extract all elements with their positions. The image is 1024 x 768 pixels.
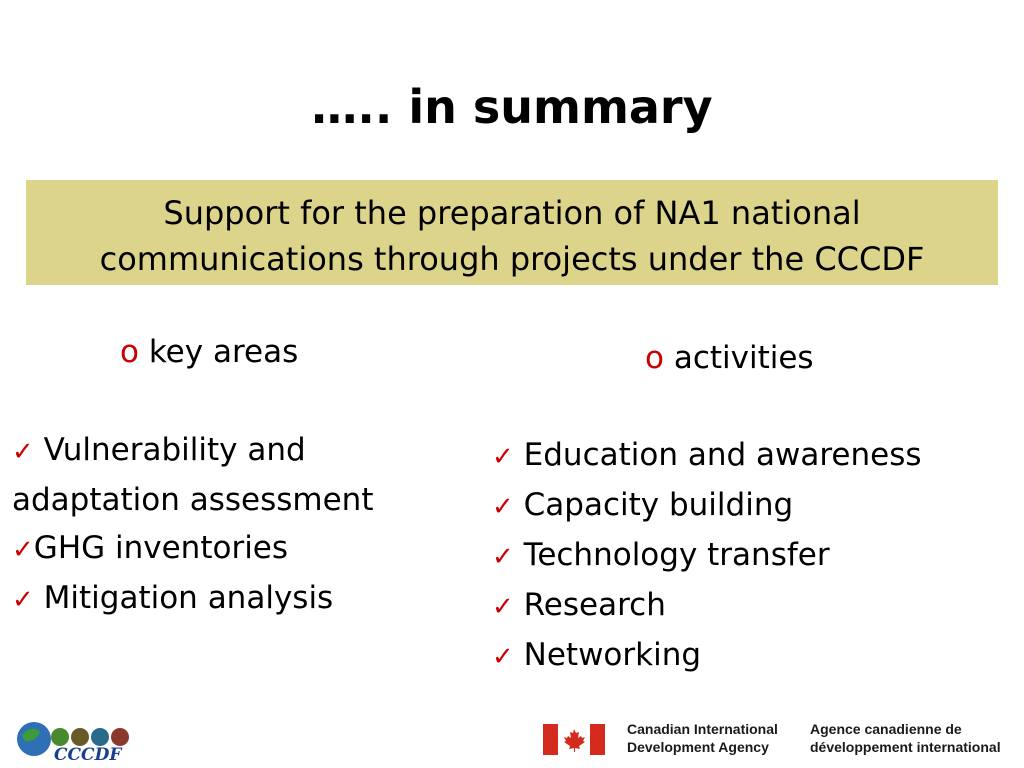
list-item: [492, 531, 1012, 581]
agency-name-french: [810, 720, 1001, 756]
banner-line-1: Support for the preparation of NA1 national: [163, 194, 861, 232]
list-item-text: GHG inventories: [33, 530, 289, 566]
checkmark-icon: ✓: [12, 535, 34, 565]
slide-title: ….. in summary: [311, 80, 713, 134]
cccdf-logo-text: CCCDF: [54, 745, 122, 763]
banner-line-2: communications through projects under the CCCDF: [99, 240, 925, 278]
checkmark-icon: ✓: [492, 642, 514, 672]
key-areas-list: [12, 426, 432, 624]
list-item-text: Technology transfer: [513, 537, 830, 573]
cccdf-logo-icon: [14, 715, 148, 763]
list-item-text: adaptation assessment: [12, 482, 374, 518]
list-item-text: Capacity building: [513, 487, 794, 523]
checkmark-icon: ✓: [492, 542, 514, 572]
checkmark-icon: ✓: [12, 437, 34, 467]
checkmark-icon: ✓: [492, 592, 514, 622]
activities-list: [492, 431, 1012, 681]
activities-label: activities: [673, 340, 814, 376]
list-item-text: Mitigation analysis: [33, 580, 334, 616]
list-item: [492, 631, 1012, 681]
bullet-icon: o: [120, 334, 139, 370]
list-item: [12, 476, 432, 524]
list-item-text: Research: [513, 587, 666, 623]
footer: [0, 700, 1024, 768]
checkmark-icon: ✓: [12, 585, 34, 615]
key-areas-label: key areas: [148, 334, 299, 370]
list-item: [492, 481, 1012, 531]
key-areas-heading: [120, 334, 298, 370]
checkmark-icon: ✓: [492, 442, 514, 472]
list-item-text: Education and awareness: [513, 437, 922, 473]
list-item: [492, 431, 1012, 481]
agency-fr-line-1: Agence canadienne de: [810, 721, 962, 737]
agency-name-english: [627, 720, 778, 756]
agency-fr-line-2: développement international: [810, 739, 1001, 755]
bullet-icon: o: [645, 340, 664, 376]
checkmark-icon: ✓: [492, 492, 514, 522]
agency-en-line-1: Canadian International: [627, 721, 778, 737]
list-item: [12, 524, 432, 574]
activities-heading: [645, 340, 814, 376]
list-item-text: Vulnerability and: [33, 432, 306, 468]
canada-flag-icon: [543, 724, 605, 755]
list-item: [12, 574, 432, 624]
list-item: [12, 426, 432, 476]
summary-banner: [26, 180, 998, 285]
agency-en-line-2: Development Agency: [627, 739, 769, 755]
list-item: [492, 581, 1012, 631]
list-item-text: Networking: [513, 637, 702, 673]
